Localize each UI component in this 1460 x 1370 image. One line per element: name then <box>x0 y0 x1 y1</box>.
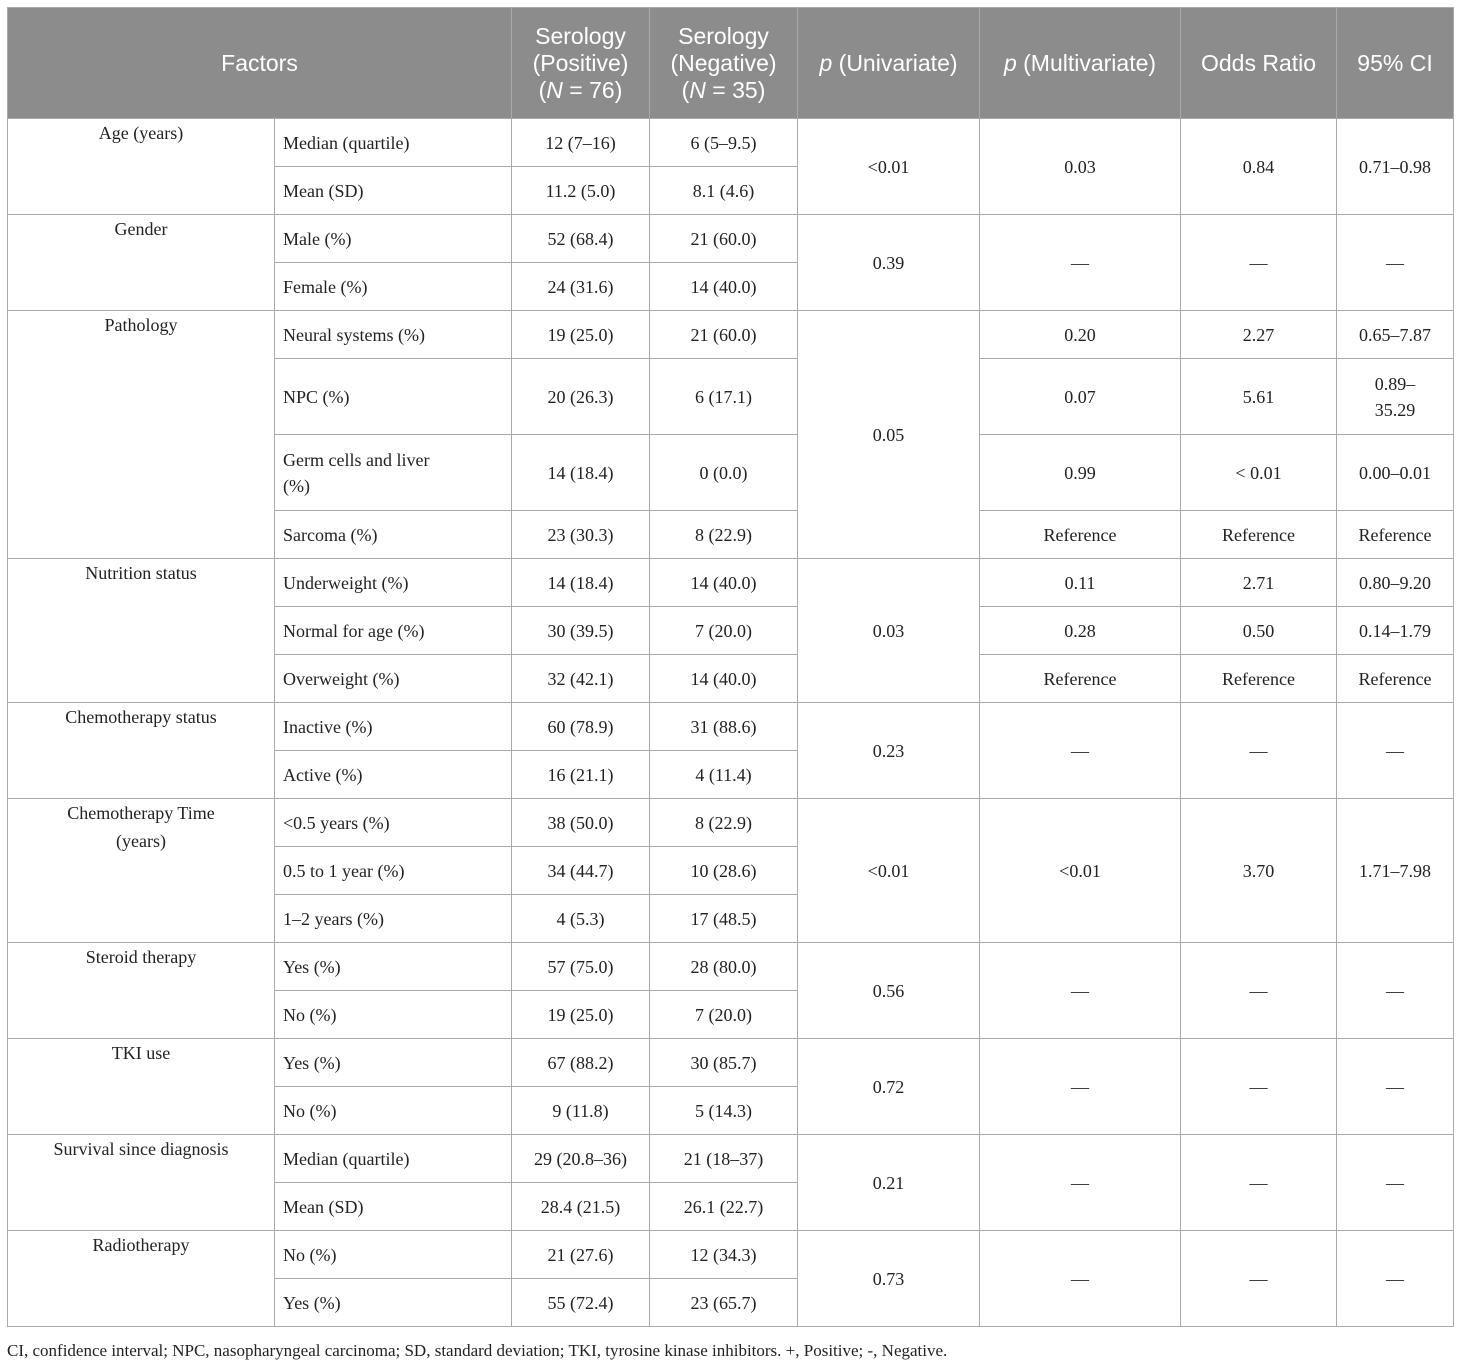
p-multivariate-cell: 0.11 <box>980 559 1181 607</box>
p-univariate-cell: 0.03 <box>798 559 980 703</box>
header-serology-positive: Serology (Positive) (N = 76) <box>512 8 650 119</box>
subfactor-cell: Inactive (%) <box>275 703 512 751</box>
odds-ratio-cell: — <box>1181 1231 1337 1327</box>
negative-cell: 12 (34.3) <box>650 1231 798 1279</box>
subfactor-cell: Sarcoma (%) <box>275 511 512 559</box>
positive-cell: 32 (42.1) <box>512 655 650 703</box>
positive-cell: 20 (26.3) <box>512 359 650 435</box>
p-multivariate-cell: 0.20 <box>980 311 1181 359</box>
subfactor-cell: No (%) <box>275 1087 512 1135</box>
p-multivariate-cell: 0.07 <box>980 359 1181 435</box>
odds-ratio-cell: 3.70 <box>1181 799 1337 943</box>
ci-cell: 0.65–7.87 <box>1337 311 1454 359</box>
positive-cell: 12 (7–16) <box>512 119 650 167</box>
positive-cell: 52 (68.4) <box>512 215 650 263</box>
subfactor-cell: 0.5 to 1 year (%) <box>275 847 512 895</box>
ci-cell: 0.14–1.79 <box>1337 607 1454 655</box>
subfactor-cell: 1–2 years (%) <box>275 895 512 943</box>
table-footnote: CI, confidence interval; NPC, nasopharyngeal carcinoma; SD, standard deviation; TKI, tyrosine kinase inhibitors. +, Positive; -, Negative. <box>7 1341 948 1360</box>
subfactor-cell: Median (quartile) <box>275 1135 512 1183</box>
odds-ratio-cell: — <box>1181 1135 1337 1231</box>
ci-cell: 1.71–7.98 <box>1337 799 1454 943</box>
header-95-ci: 95% CI <box>1337 8 1454 119</box>
ci-cell: 0.80–9.20 <box>1337 559 1454 607</box>
p-univariate-cell: 0.23 <box>798 703 980 799</box>
subfactor-cell: Male (%) <box>275 215 512 263</box>
subfactor-cell: Normal for age (%) <box>275 607 512 655</box>
p-multivariate-cell: — <box>980 943 1181 1039</box>
factor-cell: Pathology <box>8 311 275 559</box>
odds-ratio-cell: — <box>1181 943 1337 1039</box>
negative-cell: 28 (80.0) <box>650 943 798 991</box>
negative-cell: 8 (22.9) <box>650 799 798 847</box>
odds-ratio-cell: 5.61 <box>1181 359 1337 435</box>
subfactor-cell: NPC (%) <box>275 359 512 435</box>
subfactor-cell: <0.5 years (%) <box>275 799 512 847</box>
subfactor-cell: Germ cells and liver (%) <box>275 435 512 511</box>
odds-ratio-cell: 0.84 <box>1181 119 1337 215</box>
positive-cell: 24 (31.6) <box>512 263 650 311</box>
data-table <box>7 7 1454 1327</box>
negative-cell: 14 (40.0) <box>650 559 798 607</box>
ci-cell: — <box>1337 703 1454 799</box>
subfactor-cell: Active (%) <box>275 751 512 799</box>
positive-cell: 19 (25.0) <box>512 311 650 359</box>
negative-cell: 31 (88.6) <box>650 703 798 751</box>
positive-cell: 21 (27.6) <box>512 1231 650 1279</box>
positive-cell: 29 (20.8–36) <box>512 1135 650 1183</box>
header-odds-ratio: Odds Ratio <box>1181 8 1337 119</box>
ci-cell: — <box>1337 943 1454 1039</box>
table-row <box>8 703 1454 751</box>
subfactor-cell: Female (%) <box>275 263 512 311</box>
positive-cell: 14 (18.4) <box>512 435 650 511</box>
odds-ratio-cell: Reference <box>1181 655 1337 703</box>
table-row <box>8 559 1454 607</box>
positive-cell: 19 (25.0) <box>512 991 650 1039</box>
subfactor-cell: Mean (SD) <box>275 1183 512 1231</box>
table-row <box>8 1135 1454 1183</box>
odds-ratio-cell: — <box>1181 215 1337 311</box>
subfactor-cell: Yes (%) <box>275 1039 512 1087</box>
header-p-multivariate: p (Multivariate) <box>980 8 1181 119</box>
p-univariate-cell: 0.21 <box>798 1135 980 1231</box>
p-multivariate-cell: — <box>980 1039 1181 1135</box>
negative-cell: 4 (11.4) <box>650 751 798 799</box>
table-row <box>8 799 1454 847</box>
odds-ratio-cell: — <box>1181 703 1337 799</box>
positive-cell: 34 (44.7) <box>512 847 650 895</box>
header-p-univariate: p (Univariate) <box>798 8 980 119</box>
positive-cell: 55 (72.4) <box>512 1279 650 1327</box>
subfactor-cell: No (%) <box>275 991 512 1039</box>
negative-cell: 8 (22.9) <box>650 511 798 559</box>
negative-cell: 21 (60.0) <box>650 311 798 359</box>
p-multivariate-cell: — <box>980 215 1181 311</box>
ci-cell: — <box>1337 1135 1454 1231</box>
odds-ratio-cell: 0.50 <box>1181 607 1337 655</box>
odds-ratio-cell: — <box>1181 1039 1337 1135</box>
factor-cell: Gender <box>8 215 275 311</box>
p-univariate-cell: 0.39 <box>798 215 980 311</box>
factor-cell: Steroid therapy <box>8 943 275 1039</box>
header-serology-negative: Serology (Negative) (N = 35) <box>650 8 798 119</box>
p-univariate-cell: 0.72 <box>798 1039 980 1135</box>
subfactor-cell: Yes (%) <box>275 1279 512 1327</box>
subfactor-cell: Median (quartile) <box>275 119 512 167</box>
negative-cell: 5 (14.3) <box>650 1087 798 1135</box>
positive-cell: 9 (11.8) <box>512 1087 650 1135</box>
p-univariate-cell: 0.56 <box>798 943 980 1039</box>
table-row <box>8 1231 1454 1279</box>
negative-cell: 7 (20.0) <box>650 991 798 1039</box>
header-row <box>8 8 1454 119</box>
p-multivariate-cell: — <box>980 1231 1181 1327</box>
factor-cell: Chemotherapy status <box>8 703 275 799</box>
ci-cell: 0.00–0.01 <box>1337 435 1454 511</box>
p-multivariate-cell: Reference <box>980 511 1181 559</box>
p-multivariate-cell: — <box>980 703 1181 799</box>
table-row <box>8 215 1454 263</box>
table-row <box>8 311 1454 359</box>
ci-cell: — <box>1337 1039 1454 1135</box>
subfactor-cell: Underweight (%) <box>275 559 512 607</box>
negative-cell: 7 (20.0) <box>650 607 798 655</box>
p-multivariate-cell: 0.28 <box>980 607 1181 655</box>
positive-cell: 4 (5.3) <box>512 895 650 943</box>
negative-cell: 26.1 (22.7) <box>650 1183 798 1231</box>
positive-cell: 38 (50.0) <box>512 799 650 847</box>
positive-cell: 57 (75.0) <box>512 943 650 991</box>
ci-cell: — <box>1337 1231 1454 1327</box>
factor-cell: Chemotherapy Time (years) <box>8 799 275 943</box>
negative-cell: 21 (60.0) <box>650 215 798 263</box>
negative-cell: 6 (17.1) <box>650 359 798 435</box>
p-univariate-cell: <0.01 <box>798 799 980 943</box>
ci-cell: Reference <box>1337 655 1454 703</box>
positive-cell: 28.4 (21.5) <box>512 1183 650 1231</box>
positive-cell: 60 (78.9) <box>512 703 650 751</box>
factor-cell: Radiotherapy <box>8 1231 275 1327</box>
subfactor-cell: Yes (%) <box>275 943 512 991</box>
negative-cell: 14 (40.0) <box>650 263 798 311</box>
p-univariate-cell: <0.01 <box>798 119 980 215</box>
p-multivariate-cell: 0.03 <box>980 119 1181 215</box>
odds-ratio-cell: < 0.01 <box>1181 435 1337 511</box>
positive-cell: 14 (18.4) <box>512 559 650 607</box>
negative-cell: 17 (48.5) <box>650 895 798 943</box>
p-multivariate-cell: — <box>980 1135 1181 1231</box>
table-row <box>8 119 1454 167</box>
ci-cell: Reference <box>1337 511 1454 559</box>
negative-cell: 6 (5–9.5) <box>650 119 798 167</box>
odds-ratio-cell: Reference <box>1181 511 1337 559</box>
negative-cell: 10 (28.6) <box>650 847 798 895</box>
negative-cell: 21 (18–37) <box>650 1135 798 1183</box>
negative-cell: 8.1 (4.6) <box>650 167 798 215</box>
odds-ratio-cell: 2.27 <box>1181 311 1337 359</box>
odds-ratio-cell: 2.71 <box>1181 559 1337 607</box>
negative-cell: 14 (40.0) <box>650 655 798 703</box>
table-row <box>8 943 1454 991</box>
negative-cell: 30 (85.7) <box>650 1039 798 1087</box>
p-multivariate-cell: <0.01 <box>980 799 1181 943</box>
subfactor-cell: Neural systems (%) <box>275 311 512 359</box>
p-multivariate-cell: 0.99 <box>980 435 1181 511</box>
table-row <box>8 1039 1454 1087</box>
p-univariate-cell: 0.73 <box>798 1231 980 1327</box>
ci-cell: 0.71–0.98 <box>1337 119 1454 215</box>
ci-cell: 0.89– 35.29 <box>1337 359 1454 435</box>
positive-cell: 30 (39.5) <box>512 607 650 655</box>
factor-cell: Survival since diagnosis <box>8 1135 275 1231</box>
p-univariate-cell: 0.05 <box>798 311 980 559</box>
header-factors: Factors <box>8 8 512 119</box>
factor-cell: Age (years) <box>8 119 275 215</box>
negative-cell: 0 (0.0) <box>650 435 798 511</box>
subfactor-cell: Overweight (%) <box>275 655 512 703</box>
ci-cell: — <box>1337 215 1454 311</box>
subfactor-cell: No (%) <box>275 1231 512 1279</box>
positive-cell: 23 (30.3) <box>512 511 650 559</box>
positive-cell: 11.2 (5.0) <box>512 167 650 215</box>
positive-cell: 67 (88.2) <box>512 1039 650 1087</box>
p-multivariate-cell: Reference <box>980 655 1181 703</box>
negative-cell: 23 (65.7) <box>650 1279 798 1327</box>
factor-cell: Nutrition status <box>8 559 275 703</box>
positive-cell: 16 (21.1) <box>512 751 650 799</box>
factor-cell: TKI use <box>8 1039 275 1135</box>
subfactor-cell: Mean (SD) <box>275 167 512 215</box>
